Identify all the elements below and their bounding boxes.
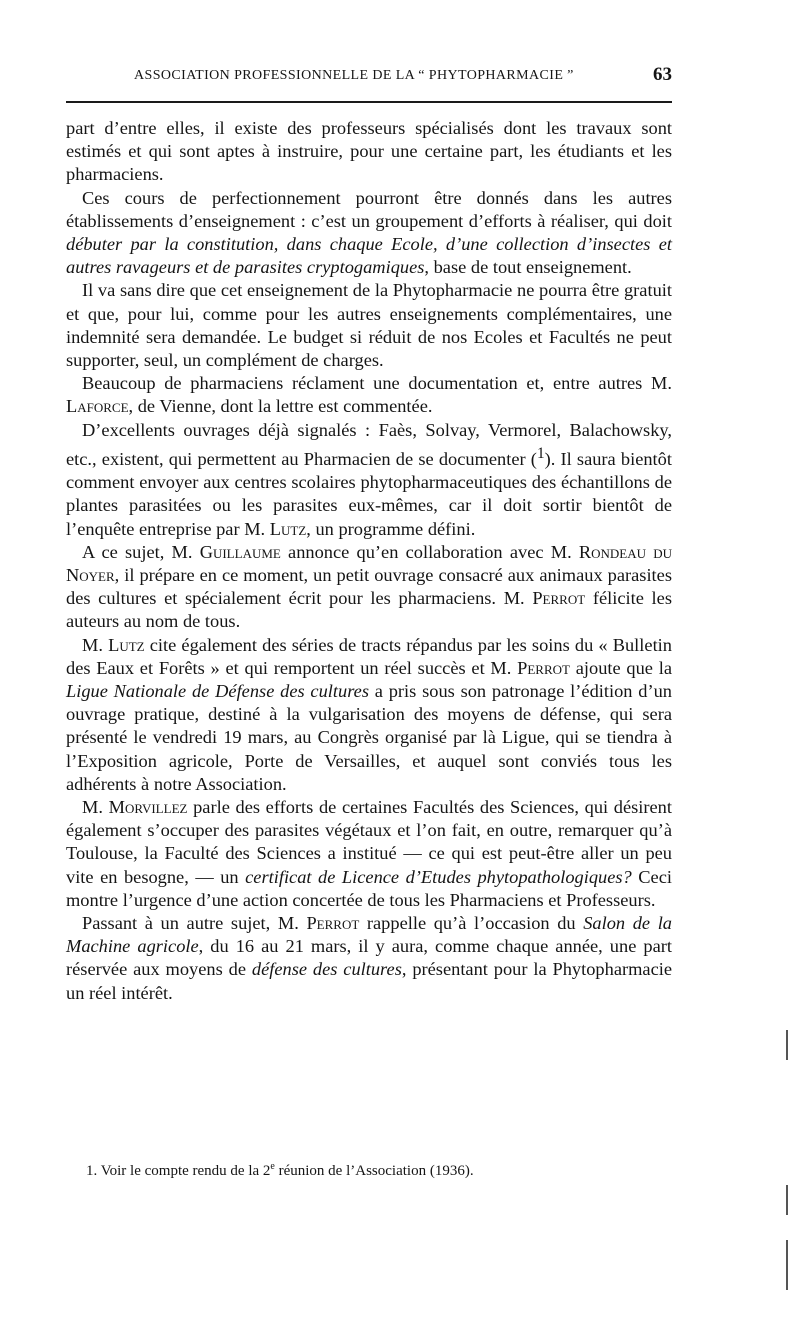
text-run: M. — [82, 797, 109, 818]
text-run: a pris sous son patronage l’édition d’un ouvrage pratique, destiné à la vulgarisation des moyens de défense, qui sera présenté le vendredi 19 mars, au Congrès organisé par là Ligue, qui se tiendra à l’Exposition agricole, Porte de Versailles, et auquel sont conviés tous les adhérents à notre Association. — [66, 681, 672, 794]
paragraph — [66, 187, 672, 280]
person-name: Rondeau du Noyer — [66, 541, 673, 585]
paragraph — [66, 912, 672, 1005]
scan-edge-mark — [786, 1030, 788, 1060]
footnote-superscript: e — [270, 1161, 275, 1172]
person-name: Guillaume — [199, 541, 281, 562]
text-run: rappelle qu’à l’occasion du — [359, 913, 584, 934]
paragraph — [66, 372, 672, 418]
text-run: Ces cours de perfectionnement pourront être donnés dans les autres établissements d’enseignement : c’est un groupement d’efforts à réaliser, qui doit — [66, 187, 672, 231]
person-name: Morvillez — [108, 797, 188, 818]
text-run: , présentant pour la Phytopharmacie un réel intérêt. — [66, 959, 673, 1003]
text-run: D’excellents ouvrages déjà signalés : Faès, Solvay, Vermorel, Balachowsky, etc., existent, qui permettent au Pharmacien de se documenter ( — [66, 419, 672, 469]
text-run: , il prépare en ce moment, un petit ouvrage consacré aux animaux parasites des cultures et spécialement écrit pour les pharmaciens. M. — [66, 564, 672, 609]
paragraph — [66, 117, 672, 187]
footnote-text: 1. Voir le compte rendu de la 2 — [86, 1163, 271, 1179]
paragraph — [66, 279, 672, 372]
text-run: , de Vienne, dont la lettre est commentée. — [128, 396, 433, 417]
italic-text: Salon de la Machine agricole — [66, 913, 672, 957]
text-run: , du 16 au 21 mars, il y aura, comme chaque année, une part réservée aux moyens de — [66, 936, 672, 980]
person-name: Laforce — [66, 396, 129, 417]
person-name: Perrot — [532, 588, 586, 609]
paragraph — [66, 419, 672, 541]
body-text — [66, 117, 672, 1005]
person-name: Perrot — [517, 657, 570, 678]
text-run: parle des efforts de certaines Facultés des Sciences, qui désirent également s’occuper des parasites végétaux et l’on fait, en outre, remarquer qu’à Toulouse, la Faculté des Sciences a institué — ce qui est peut-être aller un peu vite en besogne, — un — [66, 797, 672, 887]
italic-text: certificat de Licence d’Etudes phytopathologiques? — [245, 866, 632, 887]
text-run: Passant à un autre sujet, M. — [82, 913, 307, 934]
text-run: A ce sujet, M. — [82, 541, 200, 562]
italic-text: défense des cultures — [251, 959, 402, 980]
person-name: Perrot — [306, 913, 360, 934]
page-header — [66, 64, 672, 94]
running-head: ASSOCIATION PROFESSIONNELLE DE LA “ PHYTOPHARMACIE ” — [134, 68, 574, 83]
text-run: M. — [82, 634, 109, 655]
footnote-text-end: réunion de l’Association (1936). — [274, 1163, 474, 1179]
paragraph — [66, 634, 672, 796]
text-run: , un programme défini. — [306, 518, 476, 539]
text-run: annonce qu’en collaboration avec M. — [280, 541, 579, 562]
text-run: Beaucoup de pharmaciens réclament une documentation et, entre autres M. — [82, 373, 672, 394]
text-run: ). Il saura bientôt comment envoyer aux centres scolaires phytopharmaceutiques des échantillons de plantes parasitées ou les parasites eux-mêmes, car il doit sortir bientôt de l’enquête entreprise par M. — [66, 448, 672, 539]
page-number: 63 — [653, 64, 672, 85]
text-run: , base de tout enseignement. — [424, 257, 632, 278]
footnote-reference: 1 — [536, 444, 545, 462]
italic-text: débuter par la constitution, dans chaque Ecole, d’une collection d’insectes et autres ravageurs et de parasites cryptogamiques — [66, 234, 672, 278]
scan-edge-mark — [786, 1240, 788, 1290]
text-run: Il va sans dire que cet enseignement de la Phytopharmacie ne pourra être gratuit et que, pour lui, comme pour les autres enseignements complémentaires, une indemnité sera demandée. Le budget si réduit de nos Ecoles et Facultés ne peut supporter, seul, un complément de charges. — [66, 280, 672, 371]
text-run: ajoute que la — [569, 657, 672, 678]
text-run: cite également des séries de tracts répandus par les soins du « Bulletin des Eaux et Forêts » et qui remportent un réel succès et M. — [66, 634, 672, 678]
paragraph — [66, 541, 672, 634]
italic-text: Ligue Nationale de Défense des cultures — [66, 681, 369, 701]
text-run: félicite les auteurs au nom de tous. — [66, 588, 672, 632]
text-run: Ceci montre l’urgence d’une action concertée de tous les Pharmaciens et Professeurs. — [66, 866, 672, 910]
footnote — [86, 1161, 474, 1180]
scan-edge-mark — [786, 1185, 788, 1215]
paragraph — [66, 796, 672, 912]
text-run: part d’entre elles, il existe des professeurs spécialisés dont les travaux sont estimés et qui sont aptes à instruire, pour une certaine part, les étudiants et les pharmaciens. — [66, 118, 672, 185]
header-rule — [66, 101, 672, 103]
person-name: Lutz — [108, 634, 145, 655]
person-name: Lutz — [269, 518, 307, 539]
